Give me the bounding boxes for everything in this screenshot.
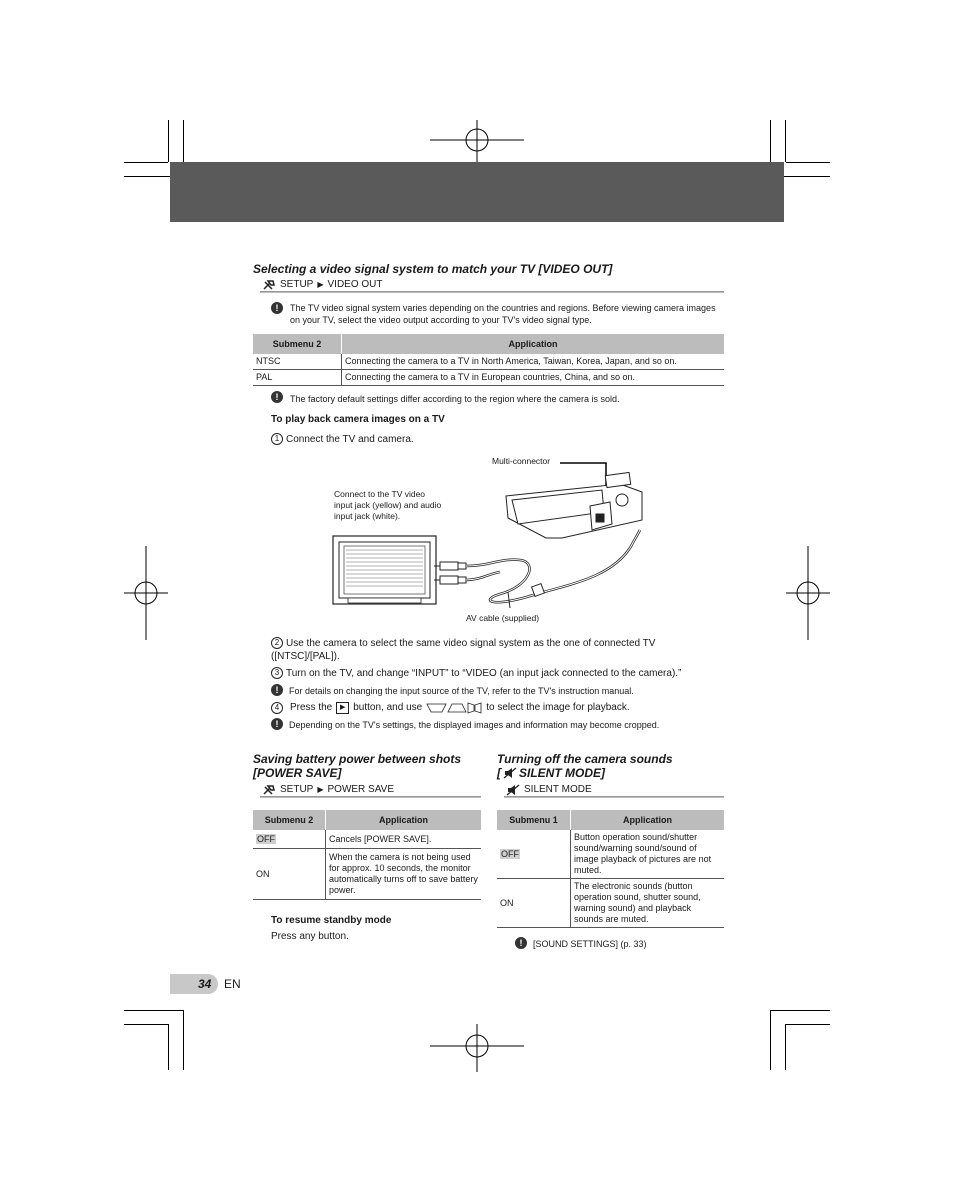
crop-mark bbox=[786, 1024, 830, 1025]
language-code: EN bbox=[224, 977, 241, 991]
table-header-row bbox=[497, 810, 724, 830]
table-header: Application bbox=[326, 810, 482, 830]
caution-icon: ! bbox=[271, 391, 283, 403]
av-plugs bbox=[434, 562, 466, 584]
title-bracket: [ bbox=[497, 766, 501, 780]
resume-text: Press any button. bbox=[271, 931, 349, 942]
step-text: button, and use bbox=[353, 702, 423, 713]
crop-mark bbox=[124, 1010, 183, 1011]
title-text: SILENT MODE] bbox=[519, 766, 605, 780]
table-row bbox=[497, 830, 724, 879]
table-cell: Connecting the camera to a TV in North America, Taiwan, Korea, Japan, and so on. bbox=[342, 354, 725, 370]
caution-icon: ! bbox=[271, 684, 283, 696]
page-number: 34 bbox=[198, 977, 212, 991]
table-header: Application bbox=[571, 810, 725, 830]
registration-mark-left bbox=[124, 546, 168, 640]
crop-mark bbox=[770, 1010, 830, 1011]
step-4 bbox=[271, 701, 630, 714]
setup-wrench-icon bbox=[262, 784, 276, 796]
crop-mark bbox=[786, 162, 830, 163]
crop-mark bbox=[183, 1010, 184, 1070]
step-text: Press the bbox=[290, 702, 333, 713]
playback-button-icon: ▶ bbox=[336, 702, 349, 714]
registration-mark-right bbox=[786, 546, 830, 640]
note-factory-default: The factory default settings differ according to the region where the camera is sold. bbox=[290, 394, 620, 404]
header-bar bbox=[170, 162, 784, 222]
crop-mark bbox=[124, 162, 168, 163]
tv-camera-connection-diagram bbox=[330, 458, 650, 618]
table-cell: When the camera is not being used for approx. 10 seconds, the monitor automatically turns off to save battery power. bbox=[326, 849, 482, 900]
step-text: Use the camera to select the same video signal system as the one of connected TV ([NTSC]/[PAL]). bbox=[271, 638, 656, 662]
heading-resume-standby: To resume standby mode bbox=[271, 915, 392, 926]
heading-playback-tv: To play back camera images on a TV bbox=[271, 414, 445, 425]
silent-speaker-icon bbox=[503, 767, 517, 779]
crop-mark bbox=[785, 120, 786, 162]
table-header: Application bbox=[342, 334, 725, 354]
step-2 bbox=[271, 637, 711, 663]
crop-mark bbox=[168, 1024, 169, 1070]
caution-icon: ! bbox=[271, 302, 283, 314]
table-row bbox=[253, 354, 724, 370]
table-row bbox=[253, 849, 481, 900]
table-row bbox=[253, 370, 724, 386]
title-line: [POWER SAVE] bbox=[253, 766, 342, 780]
section-title-power-save bbox=[253, 752, 461, 780]
arrow-right-icon: ▶ bbox=[317, 785, 324, 794]
table-cell: ON bbox=[253, 849, 326, 900]
step-number: 3 bbox=[271, 667, 283, 679]
menu-path-power-save bbox=[262, 784, 394, 796]
path-rule bbox=[260, 796, 481, 798]
table-cell bbox=[253, 830, 326, 849]
step-text: Turn on the TV, and change “INPUT” to “VIDEO (an input jack connected to the camera).” bbox=[286, 668, 682, 679]
setup-wrench-icon bbox=[262, 279, 276, 291]
crop-mark bbox=[785, 1024, 786, 1070]
table-cell: NTSC bbox=[253, 354, 342, 370]
label-av-cable: AV cable (supplied) bbox=[466, 613, 540, 623]
table-row bbox=[253, 830, 481, 849]
table-header: Submenu 2 bbox=[253, 810, 326, 830]
title-line: Turning off the camera sounds bbox=[497, 752, 673, 766]
path-setup-label: SETUP bbox=[280, 784, 314, 795]
section-title-video-out: Selecting a video signal system to match your TV [VIDEO OUT] bbox=[253, 262, 613, 276]
silent-speaker-icon bbox=[506, 784, 520, 796]
crop-mark bbox=[770, 1010, 771, 1070]
note-video-system: The TV video signal system varies depending on the countries and regions. Before viewing camera images on your TV, select the video output according to your TV's video signal type. bbox=[290, 303, 716, 325]
table-header-row bbox=[253, 334, 724, 354]
menu-path-video-out bbox=[262, 279, 383, 291]
silent-mode-table bbox=[497, 810, 724, 928]
power-save-table bbox=[253, 810, 481, 900]
step-text: to select the image for playback. bbox=[486, 702, 630, 713]
table-cell: PAL bbox=[253, 370, 342, 386]
registration-mark-top bbox=[430, 120, 524, 162]
step-1 bbox=[271, 433, 414, 446]
crop-mark bbox=[168, 120, 169, 162]
table-cell: ON bbox=[497, 879, 571, 928]
off-option: OFF bbox=[501, 848, 519, 859]
path-item-label: POWER SAVE bbox=[327, 784, 394, 795]
registration-mark-bottom bbox=[430, 1024, 524, 1072]
note-cropped: Depending on the TV's settings, the displayed images and information may become cropped. bbox=[289, 720, 660, 730]
table-cell: Connecting the camera to a TV in European countries, China, and so on. bbox=[342, 370, 725, 386]
camera-illustration bbox=[506, 472, 642, 538]
step-3 bbox=[271, 667, 721, 680]
path-rule bbox=[504, 796, 724, 798]
table-row bbox=[497, 879, 724, 928]
note-tv-input: For details on changing the input source of the TV, refer to the TV's instruction manual. bbox=[289, 686, 634, 696]
table-cell: Button operation sound/shutter sound/warning sound/sound of image playback of pictures are not muted. bbox=[571, 830, 725, 879]
off-option: OFF bbox=[257, 833, 275, 844]
table-cell bbox=[497, 830, 571, 879]
table-header-row bbox=[253, 810, 481, 830]
note-sound-settings: [SOUND SETTINGS] (p. 33) bbox=[533, 939, 647, 949]
section-title-silent-mode bbox=[497, 752, 673, 780]
label-multi-connector: Multi-connector bbox=[492, 456, 551, 466]
step-text: Connect the TV and camera. bbox=[286, 434, 414, 445]
step-number: 1 bbox=[271, 433, 283, 445]
step-number: 2 bbox=[271, 637, 283, 649]
path-item-label: SILENT MODE bbox=[524, 784, 592, 795]
arrow-pad-icon bbox=[426, 702, 482, 714]
table-cell: Cancels [POWER SAVE]. bbox=[326, 830, 482, 849]
table-header: Submenu 2 bbox=[253, 334, 342, 354]
caution-icon: ! bbox=[271, 718, 283, 730]
step-number: 4 bbox=[271, 702, 283, 714]
arrow-right-icon: ▶ bbox=[317, 280, 324, 289]
tv-illustration bbox=[333, 536, 436, 604]
path-setup-label: SETUP bbox=[280, 279, 314, 290]
table-cell: The electronic sounds (button operation sound, shutter sound, warning sound) and playback sounds are muted. bbox=[571, 879, 725, 928]
path-rule bbox=[260, 291, 724, 293]
title-line bbox=[497, 766, 673, 780]
caution-icon: ! bbox=[515, 937, 527, 949]
title-line: Saving battery power between shots bbox=[253, 752, 462, 766]
video-out-table bbox=[253, 334, 724, 386]
menu-path-silent-mode bbox=[506, 784, 592, 796]
crop-mark bbox=[124, 1024, 168, 1025]
label-tv-input: Connect to the TV video input jack (yellow) and audio input jack (white). bbox=[334, 489, 442, 521]
table-header: Submenu 1 bbox=[497, 810, 571, 830]
path-item-label: VIDEO OUT bbox=[327, 279, 383, 290]
